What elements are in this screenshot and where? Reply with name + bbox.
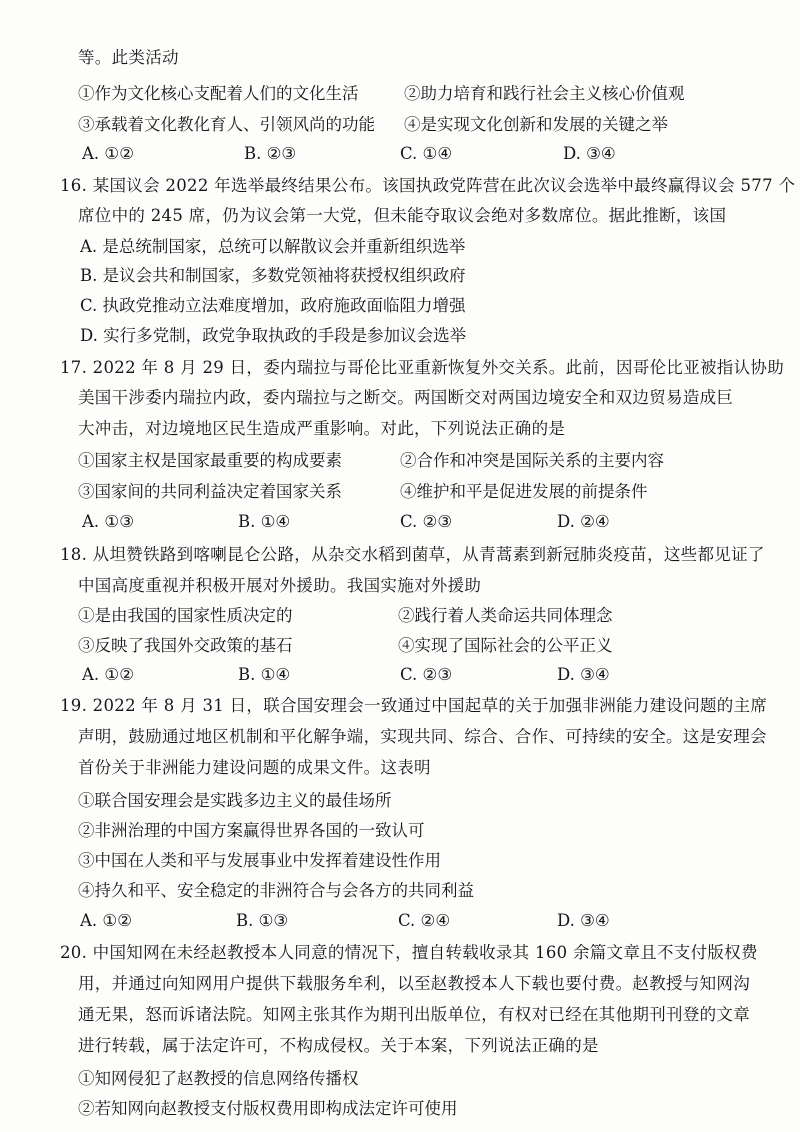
q17-option-1: ①国家主权是国家最重要的构成要素 bbox=[78, 451, 342, 470]
q17-choice-c: C. ②③ bbox=[400, 512, 453, 531]
question-19-stem: 19. 2022 年 8 月 31 日，联合国安理会一致通过中国起草的关于加强非洲能力建设问题的主席 bbox=[60, 696, 768, 715]
question-20-stem-cont3: 进行转载，属于法定许可，不构成侵权。关于本案，下列说法正确的是 bbox=[78, 1036, 599, 1055]
question-17-stem: 17. 2022 年 8 月 29 日，委内瑞拉与哥伦比亚重新恢复外交关系。此前，因哥伦比亚被指认协助 bbox=[60, 358, 784, 377]
question-18-stem-cont: 中国高度重视并积极开展对外援助。我国实施对外援助 bbox=[78, 576, 482, 595]
q17-choice-a: A. ①③ bbox=[82, 512, 134, 531]
q19-choice-b: B. ①③ bbox=[236, 911, 289, 930]
q19-choice-c: C. ②④ bbox=[398, 911, 451, 930]
question-17-stem-cont: 美国干涉委内瑞拉内政，委内瑞拉与之断交。两国断交对两国边境安全和双边贸易造成巨 bbox=[78, 388, 734, 407]
q19-option-4: ④持久和平、安全稳定的非洲符合与会各方的共同利益 bbox=[78, 881, 474, 900]
q17-option-3: ③国家间的共同利益决定着国家关系 bbox=[78, 482, 342, 501]
q16-option-a: A. 是总统制国家，总统可以解散议会并重新组织选举 bbox=[80, 237, 466, 256]
q18-choice-c: C. ②③ bbox=[400, 665, 453, 684]
q17-option-4: ④维护和平是促进发展的前提条件 bbox=[400, 482, 648, 501]
question-16-stem-cont: 席位中的 245 席，仍为议会第一大党，但未能夺取议会绝对多数席位。据此推断，该国 bbox=[78, 206, 727, 225]
question-16-stem: 16. 某国议会 2022 年选举最终结果公布。该国执政党阵营在此次议会选举中最终赢得议会 577 个 bbox=[60, 176, 796, 195]
q19-option-3: ③中国在人类和平与发展事业中发挥着建设性作用 bbox=[78, 851, 441, 870]
intro-line: 等。此类活动 bbox=[78, 48, 179, 67]
question-19-stem-cont2: 首份关于非洲能力建设问题的成果文件。这表明 bbox=[78, 758, 431, 777]
q18-choice-d: D. ③④ bbox=[557, 665, 610, 684]
question-20-stem-cont2: 通无果，怒而诉诸法院。知网主张其作为期刊出版单位，有权对已经在其他期刊刊登的文章 bbox=[78, 1005, 750, 1024]
q16-option-c: C. 执政党推动立法难度增加，政府施政面临阻力增强 bbox=[80, 296, 466, 315]
q17-choice-d: D. ②④ bbox=[557, 512, 610, 531]
q18-choice-a: A. ①② bbox=[82, 665, 134, 684]
q19-choice-d: D. ③④ bbox=[557, 911, 610, 930]
choice-b: B. ②③ bbox=[244, 144, 297, 163]
q17-option-2: ②合作和冲突是国际关系的主要内容 bbox=[400, 451, 664, 470]
option-4: ④是实现文化创新和发展的关键之举 bbox=[404, 115, 668, 134]
q17-choice-b: B. ①④ bbox=[238, 512, 291, 531]
question-19-stem-cont: 声明，鼓励通过地区机制和平化解争端，实现共同、综合、合作、可持续的安全。这是安理会 bbox=[78, 727, 767, 746]
q19-choice-a: A. ①② bbox=[80, 911, 132, 930]
q20-option-1: ①知网侵犯了赵教授的信息网络传播权 bbox=[78, 1069, 359, 1088]
q18-option-2: ②践行着人类命运共同体理念 bbox=[398, 606, 613, 625]
question-17-stem-cont2: 大冲击，对边境地区民生造成严重影响。对此，下列说法正确的是 bbox=[78, 419, 566, 438]
option-2: ②助力培育和践行社会主义核心价值观 bbox=[404, 84, 685, 103]
q19-option-2: ②非洲治理的中国方案赢得世界各国的一致认可 bbox=[78, 821, 425, 840]
choice-a: A. ①② bbox=[82, 144, 134, 163]
option-3: ③承载着文化教化育人、引领风尚的功能 bbox=[78, 115, 375, 134]
q16-option-d: D. 实行多党制，政党争取执政的手段是参加议会选举 bbox=[80, 326, 467, 345]
question-18-stem: 18. 从坦赞铁路到喀喇昆仑公路，从杂交水稻到菌草，从青蒿素到新冠肺炎疫苗，这些都见证了 bbox=[60, 545, 765, 564]
q18-option-3: ③反映了我国外交政策的基石 bbox=[78, 636, 293, 655]
choice-c: C. ①④ bbox=[400, 144, 453, 163]
choice-d: D. ③④ bbox=[563, 144, 616, 163]
q16-option-b: B. 是议会共和制国家，多数党领袖将获授权组织政府 bbox=[80, 266, 466, 285]
option-1: ①作为文化核心支配着人们的文化生活 bbox=[78, 84, 359, 103]
q18-choice-b: B. ①④ bbox=[238, 665, 291, 684]
q20-option-2: ②若知网向赵教授支付版权费用即构成法定许可使用 bbox=[78, 1099, 458, 1118]
q18-option-4: ④实现了国际社会的公平正义 bbox=[398, 636, 613, 655]
question-20-stem: 20. 中国知网在未经赵教授本人同意的情况下，擅自转载收录其 160 余篇文章且不支付版权费 bbox=[60, 943, 758, 962]
q18-option-1: ①是由我国的国家性质决定的 bbox=[78, 606, 293, 625]
q19-option-1: ①联合国安理会是实践多边主义的最佳场所 bbox=[78, 791, 392, 810]
question-20-stem-cont: 用，并通过向知网用户提供下载服务牟利，以至赵教授本人下载也要付费。赵教授与知网沟 bbox=[78, 974, 750, 993]
